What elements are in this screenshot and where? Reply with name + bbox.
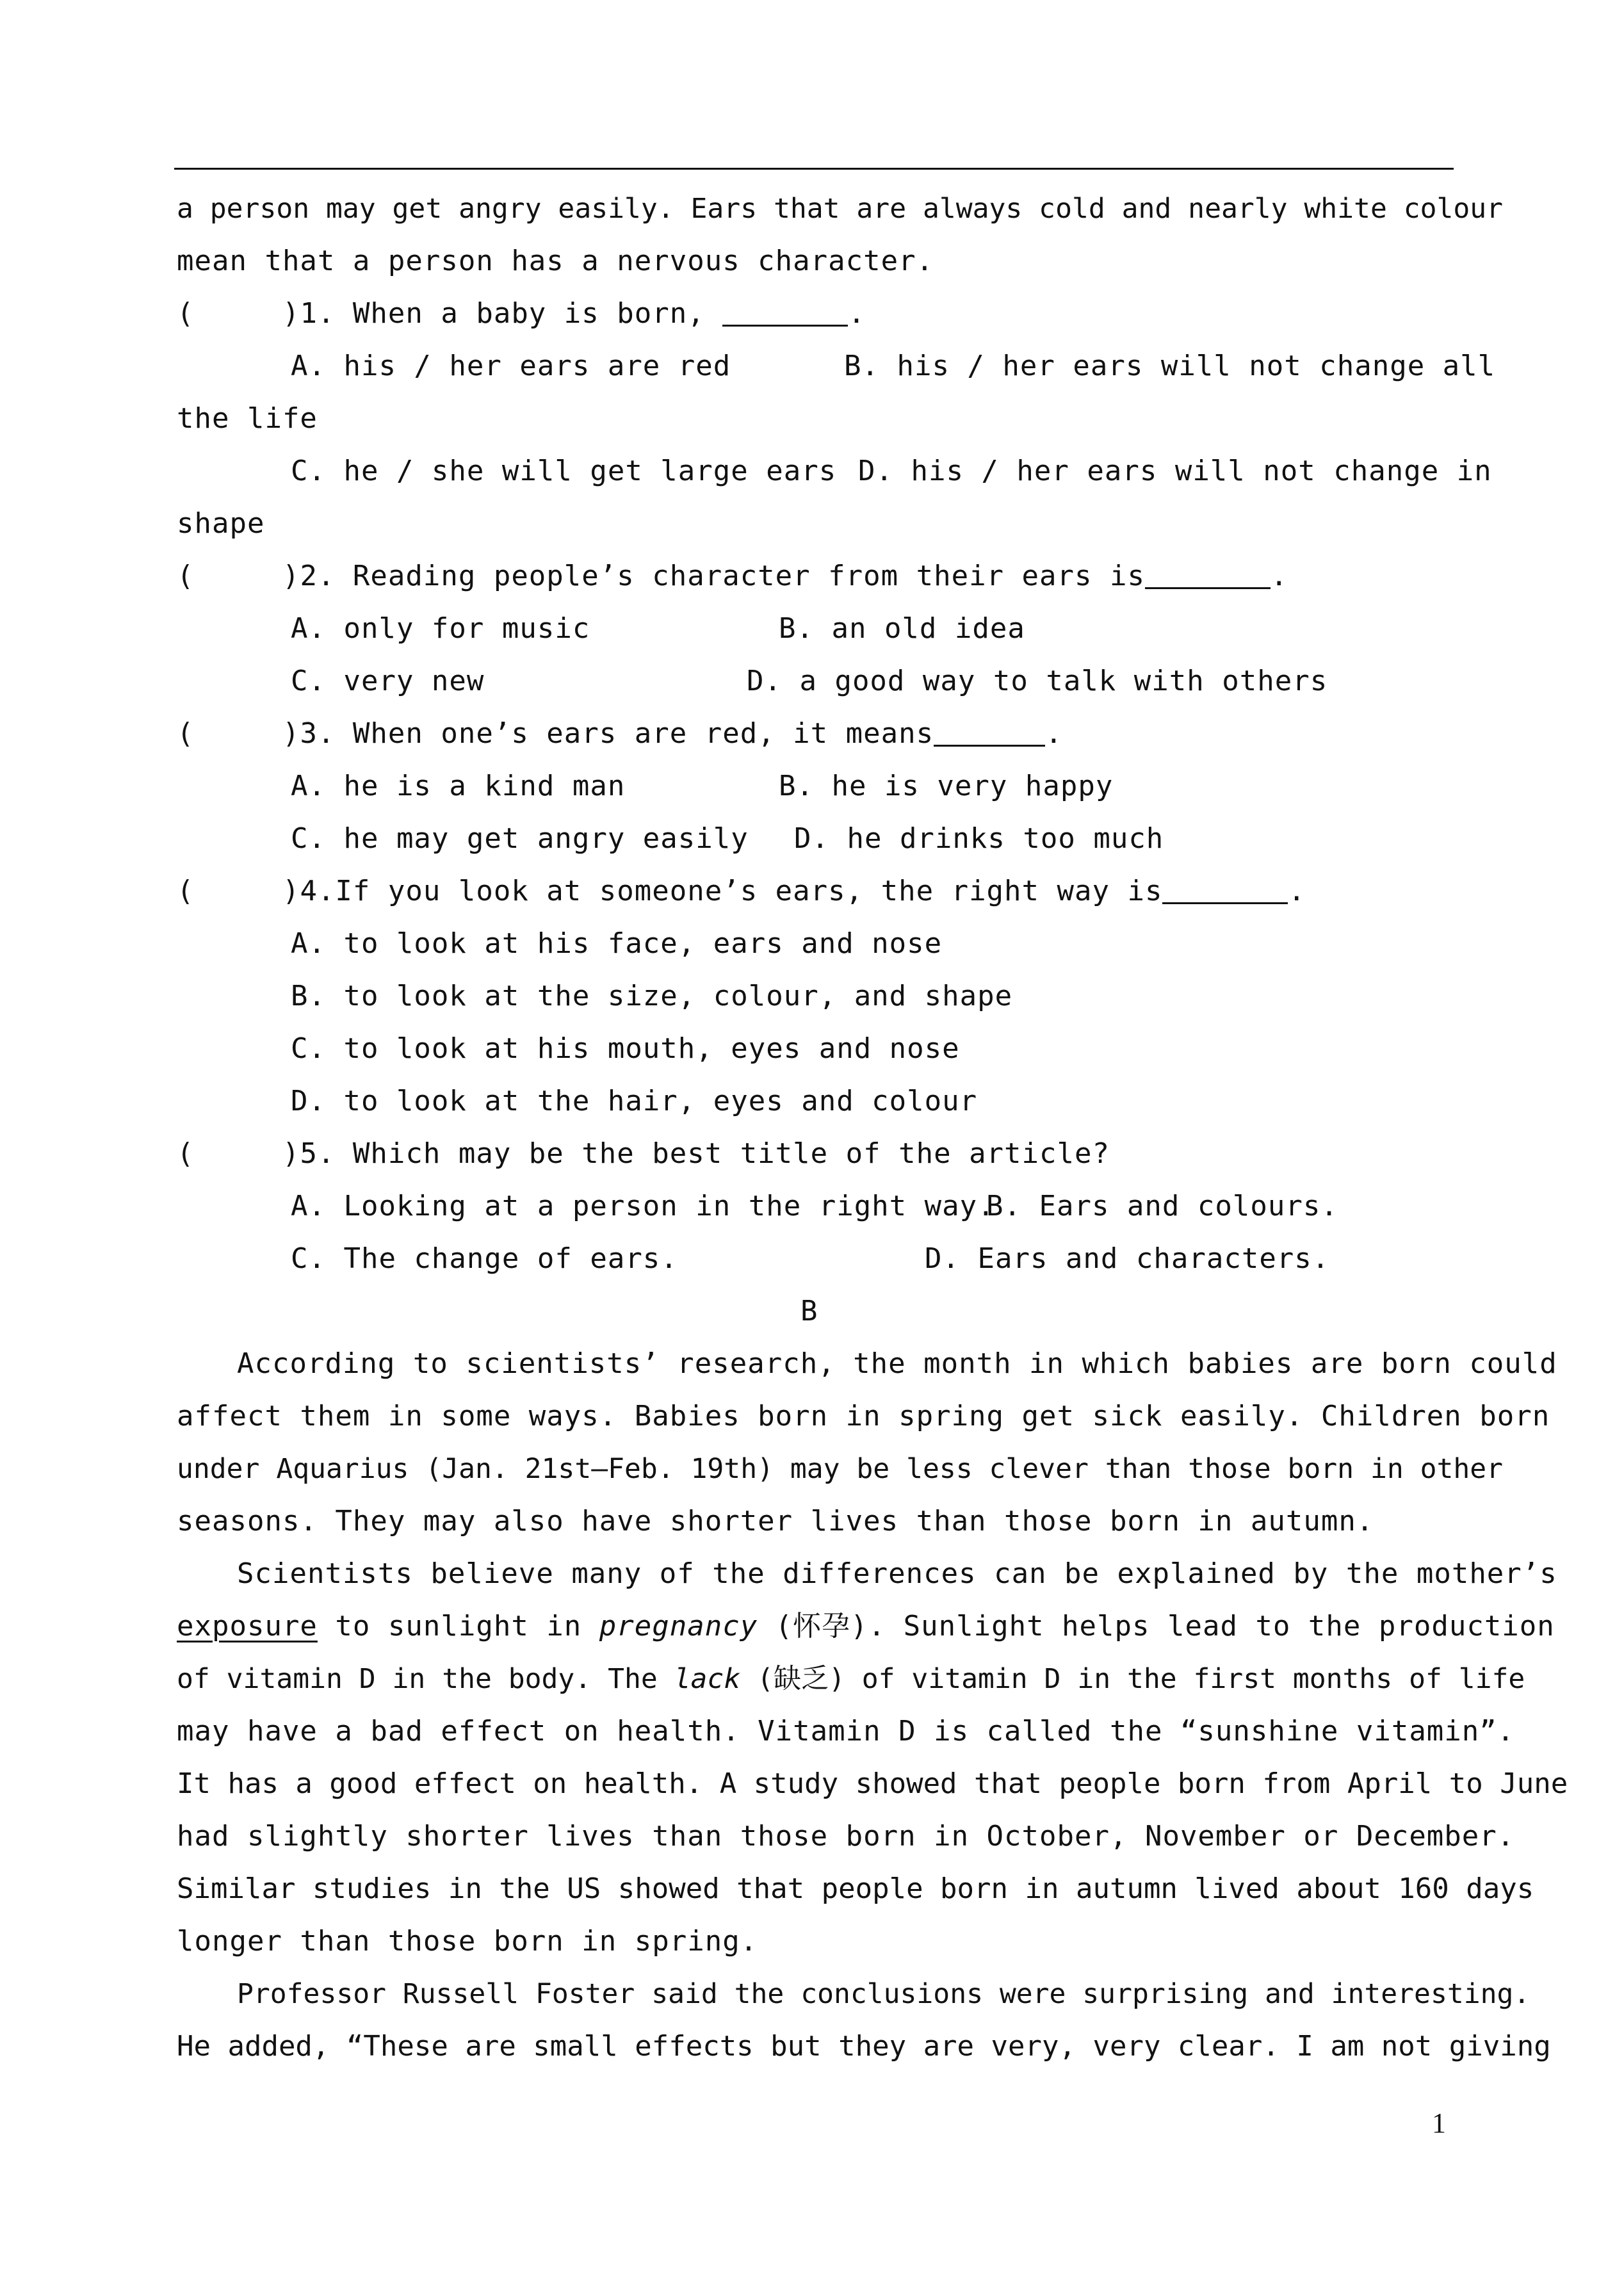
option-b-continuation: the life <box>177 402 318 435</box>
paragraph-line: of vitamin D in the body. The lack (缺乏) of vitamin D in the first months of life <box>177 1663 1525 1695</box>
paragraph-line: exposure to sunlight in pregnancy (怀孕). Sunlight helps lead to the production <box>177 1610 1555 1642</box>
option-d: D. to look at the hair, eyes and colour <box>291 1085 978 1117</box>
option-a: A. only for music <box>291 612 590 645</box>
answer-bracket[interactable]: ( ) <box>177 717 300 750</box>
option-d-continuation: shape <box>177 507 265 540</box>
italic-word: pregnancy <box>599 1610 758 1642</box>
option-c: C. The change of ears. <box>291 1242 678 1275</box>
italic-word: lack <box>674 1663 741 1695</box>
answer-blank[interactable] <box>722 296 848 327</box>
page-number: 1 <box>1432 2107 1446 2139</box>
passage-a-line: a person may get angry easily. Ears that are always cold and nearly white colour <box>177 193 1504 225</box>
option-b: B. to look at the size, colour, and shape <box>291 980 1013 1012</box>
question-5 <box>177 1135 1110 1173</box>
paragraph-line: Scientists believe many of the differences can be explained by the mother’s <box>237 1557 1557 1590</box>
question-stem: 1. When a baby is born, <box>300 297 723 330</box>
option-c: C. he may get angry easily <box>291 822 749 855</box>
option-a: A. to look at his face, ears and nose <box>291 927 943 960</box>
question-1: ( )1. When a baby is born, . <box>177 297 866 330</box>
option-c: C. very new <box>291 665 485 697</box>
question-stem: 3. When one’s ears are red, it means <box>300 717 934 750</box>
paragraph-line: had slightly shorter lives than those born in October, November or December. <box>177 1820 1515 1853</box>
question-stem: 2. Reading people’s character from their ears is <box>300 560 1145 592</box>
paragraph-line: Similar studies in the US showed that people born in autumn lived about 160 days <box>177 1872 1534 1905</box>
option-b: B. Ears and colours. <box>986 1190 1338 1222</box>
paragraph-line: under Aquarius (Jan. 21st—Feb. 19th) may be less clever than those born in other <box>177 1453 1504 1485</box>
question-stem: 5. Which may be the best title of the article? <box>300 1137 1110 1170</box>
answer-bracket[interactable]: ( ) <box>177 560 300 592</box>
option-a: A. Looking at a person in the right way. <box>291 1190 995 1222</box>
option-d: D. his / her ears will not change in <box>858 455 1492 487</box>
section-heading: B <box>800 1295 818 1327</box>
paragraph-line: longer than those born in spring. <box>177 1925 758 1958</box>
paragraph-line: It has a good effect on health. A study showed that people born from April to June <box>177 1767 1568 1800</box>
answer-bracket[interactable]: ( ) <box>177 875 300 907</box>
paragraph-line: affect them in some ways. Babies born in spring get sick easily. Children born <box>177 1400 1550 1432</box>
option-c: C. he / she will get large ears <box>291 455 837 487</box>
option-d: D. Ears and characters. <box>925 1242 1330 1275</box>
question-4: ( )4.If you look at someone’s ears, the right way is . <box>177 875 1306 907</box>
option-b: B. he is very happy <box>779 770 1114 802</box>
answer-blank[interactable] <box>934 717 1045 747</box>
option-d: D. he drinks too much <box>794 822 1164 855</box>
option-a: A. he is a kind man <box>291 770 626 802</box>
paragraph-line: Professor Russell Foster said the conclusions were surprising and interesting. <box>237 1978 1531 2010</box>
paragraph-line: may have a bad effect on health. Vitamin D is called the “sunshine vitamin”. <box>177 1715 1515 1748</box>
answer-blank[interactable] <box>1162 874 1288 904</box>
paragraph-line: According to scientists’ research, the month in which babies are born could <box>237 1347 1557 1380</box>
header-rule <box>174 168 1454 170</box>
answer-bracket[interactable]: ( ) <box>177 1137 300 1170</box>
question-3: ( )3. When one’s ears are red, it means . <box>177 717 1063 750</box>
option-b: B. his / her ears will not change all <box>844 350 1496 382</box>
option-d: D. a good way to talk with others <box>747 665 1328 697</box>
answer-blank[interactable] <box>1145 559 1271 589</box>
option-a: A. his / her ears are red <box>291 350 731 382</box>
underlined-word: exposure <box>177 1610 318 1642</box>
question-2: ( )2. Reading people’s character from their ears is . <box>177 560 1288 592</box>
answer-bracket[interactable]: ( ) <box>177 297 300 330</box>
option-c: C. to look at his mouth, eyes and nose <box>291 1032 960 1065</box>
option-b: B. an old idea <box>779 612 1025 645</box>
passage-a-line: mean that a person has a nervous character. <box>177 245 934 277</box>
question-stem: 4.If you look at someone’s ears, the right way is <box>300 875 1163 907</box>
paragraph-line: He added, “These are small effects but they are very, very clear. I am not giving <box>177 2030 1551 2063</box>
paragraph-line: seasons. They may also have shorter lives than those born in autumn. <box>177 1505 1374 1537</box>
